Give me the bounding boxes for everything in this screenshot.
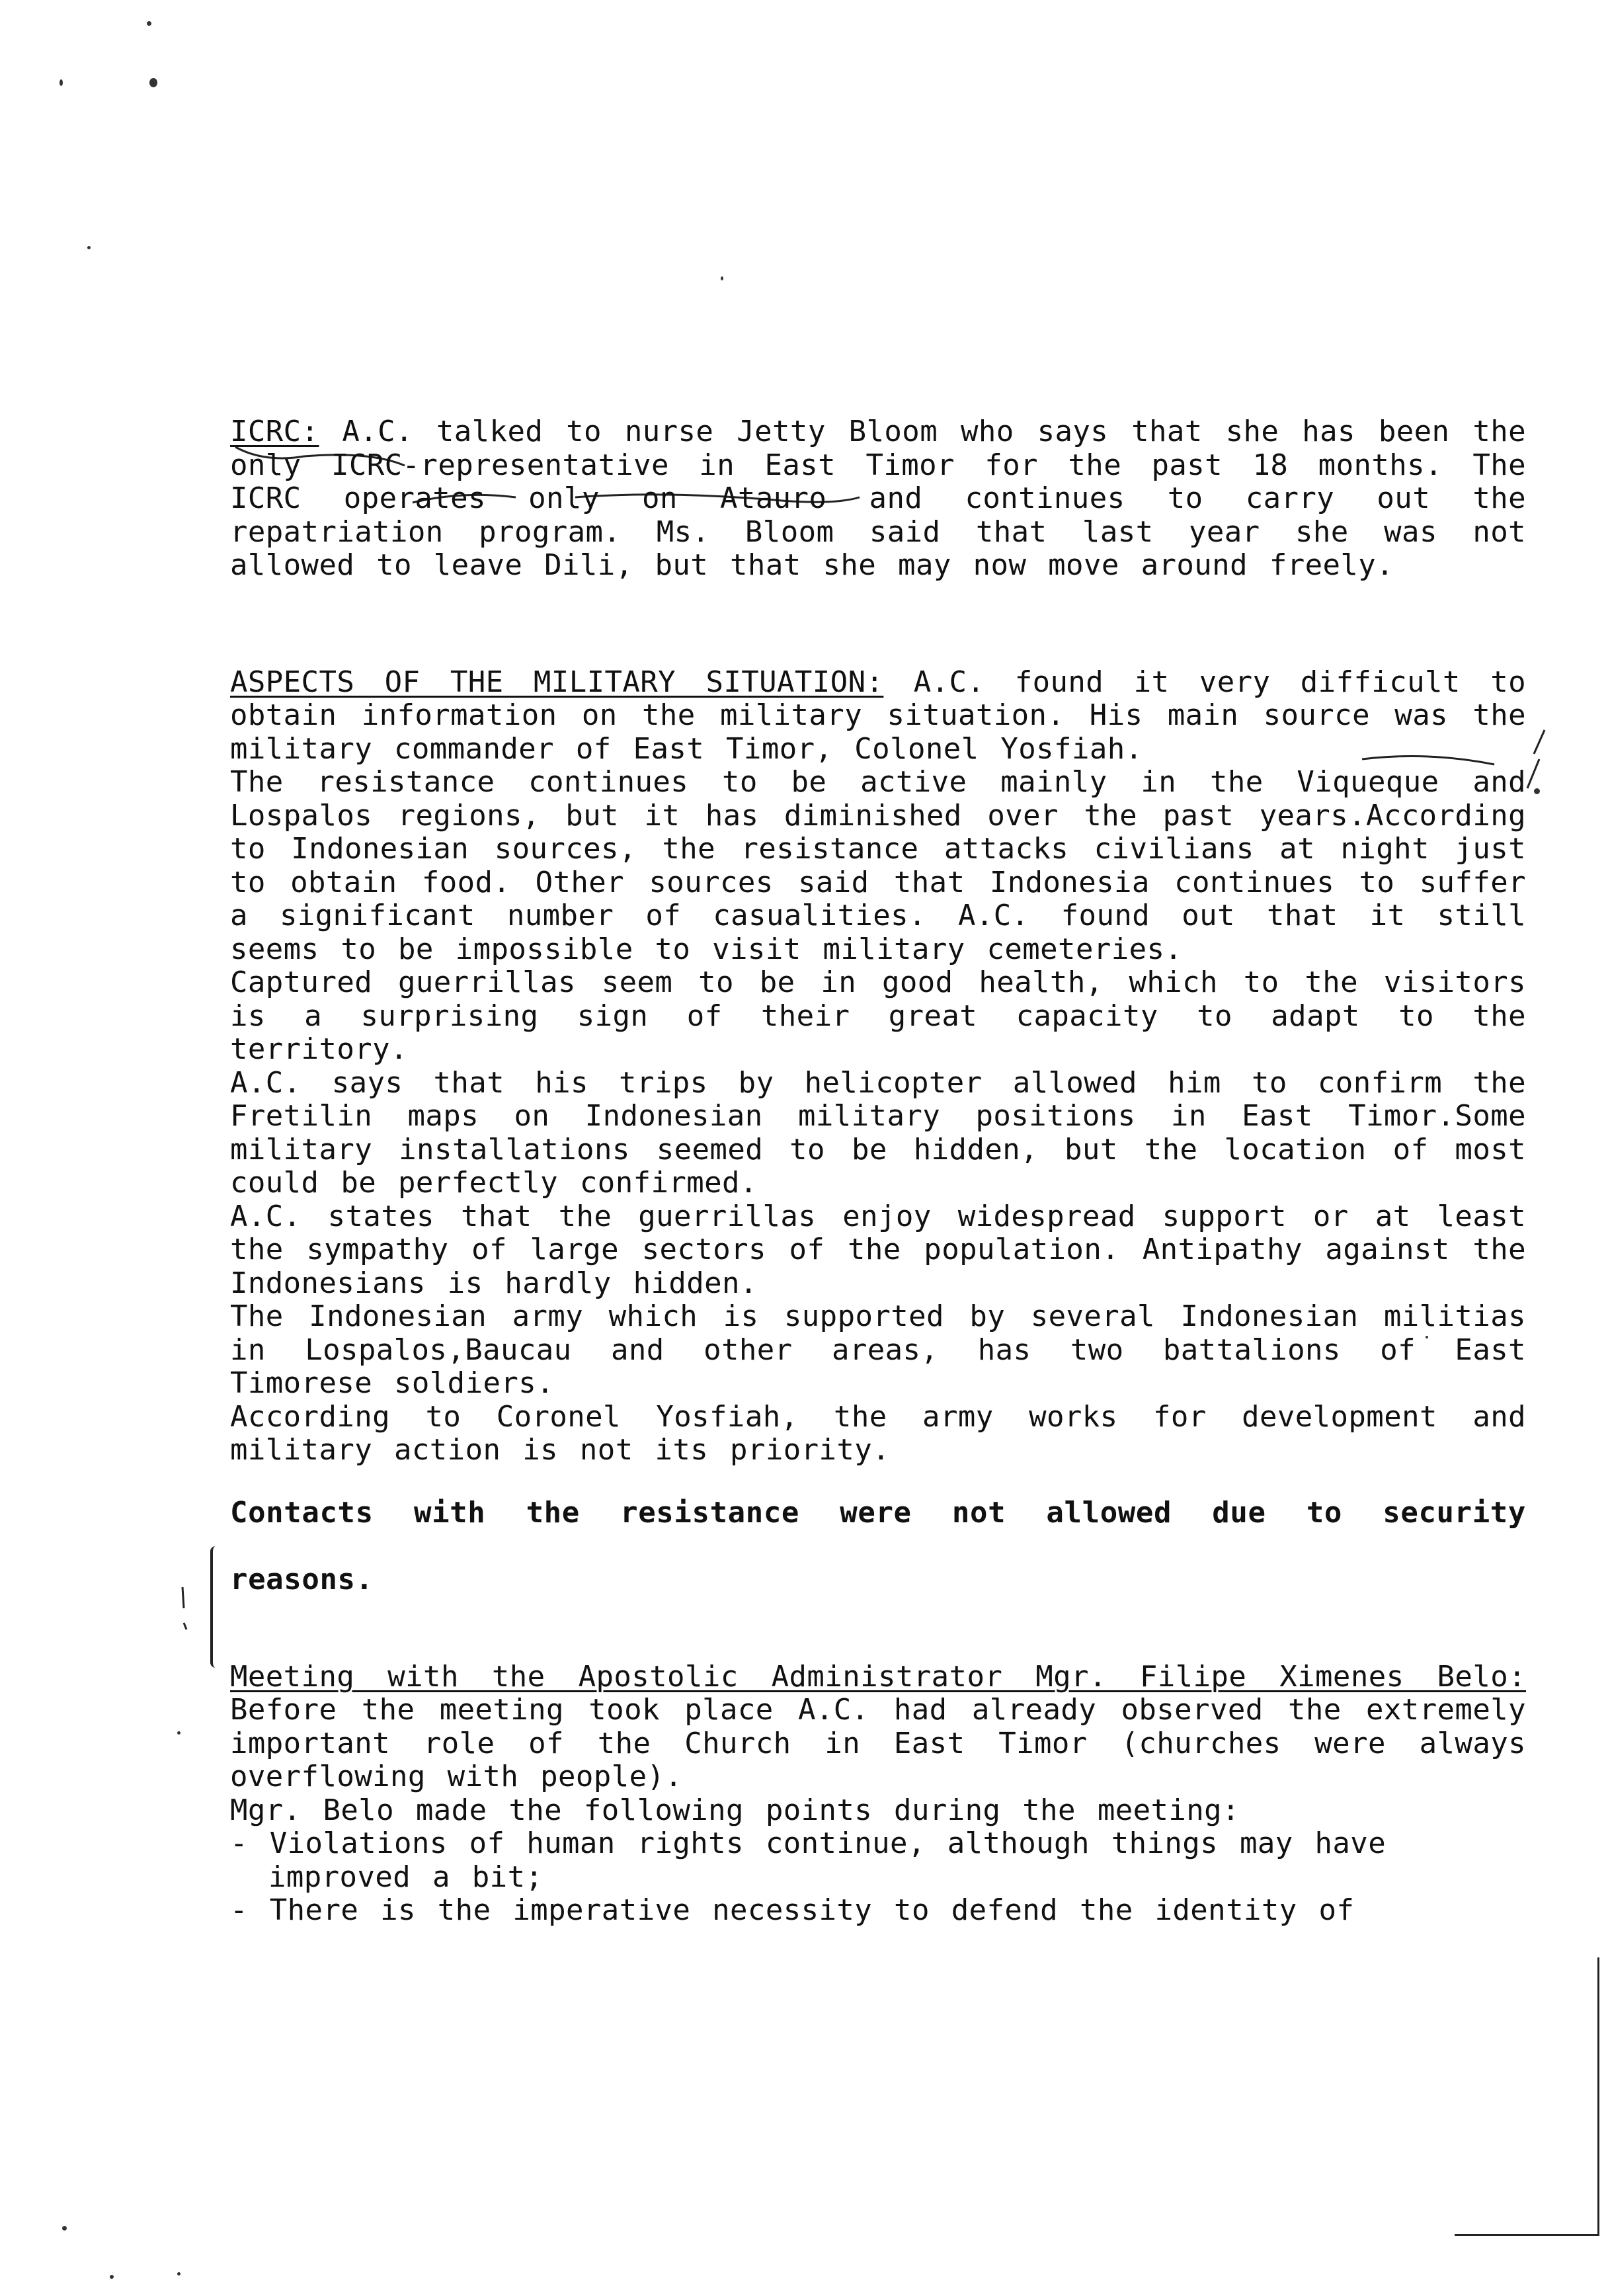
scan-speck	[177, 1731, 181, 1735]
scan-speck	[60, 79, 63, 86]
military-paragraph-4: A.C. states that the guerrillas enjoy widespread support or at least the sympathy of large sectors of the population. Antipathy against the Indonesians is hardly hidden.	[230, 1199, 1526, 1300]
scan-speck	[62, 2226, 67, 2231]
margin-bracket	[210, 1546, 220, 1668]
military-paragraph-5: The Indonesian army which is supported by several Indonesian militias in Lospalos,Baucau and other areas, has two battalions of East Timorese soldiers.	[230, 1299, 1526, 1400]
spacer	[230, 1467, 1526, 1479]
military-paragraph-1: The resistance continues to be active mainly in the Viqueque and Lospalos regions, but it has diminished over the past years.According to Indonesian sources, the resistance attacks civilians at night just to obtain food. Other sources said that Indonesia continues to suffer a significant number of casualities. A.C. found out that it still seems to be impossible to visit military cemeteries.	[230, 765, 1526, 966]
scan-speck	[177, 2272, 181, 2276]
meeting-bullet-1: - Violations of human rights continue, although things may have improved a bit;	[230, 1826, 1387, 1894]
military-heading: ASPECTS OF THE MILITARY SITUATION:	[230, 665, 884, 699]
military-paragraph-3: A.C. says that his trips by helicopter allowed him to confirm the Fretilin maps on Indonesian military positions in East Timor.Some military installations seemed to be hidden, but the location of most could be perfectly confirmed.	[230, 1065, 1526, 1200]
icrc-heading: ICRC:	[230, 415, 319, 448]
scan-edge	[1455, 2234, 1599, 2236]
scan-speck	[1534, 788, 1540, 794]
military-intro-text: A.C. found it very difficult to obtain information on the military situation. His main source was the military commander of East Timor, Colonel Yosfiah.	[230, 665, 1526, 766]
spacer	[230, 1613, 1526, 1660]
scan-edge	[1597, 1957, 1599, 2235]
meeting-bullet-2: - There is the imperative necessity to defend the identity of	[230, 1893, 1355, 1927]
icrc-text: A.C. talked to nurse Jetty Bloom who says that she has been the only ICRC-representative in East Timor for the past 18 months. The ICRC operates only on Atauro and continues to carry out the repatriation program. Ms. Bloom said that last year she was not allowed to leave Dili, but that she may now move around freely.	[230, 415, 1526, 582]
military-paragraph-2: Captured guerrillas seem to be in good health, which to the visitors is a surprising sign of their great capacity to adapt to the territory.	[230, 965, 1526, 1066]
document-body	[230, 415, 1526, 1928]
resistance-contacts-note: Contacts with the resistance were not allowed due to security reasons.	[230, 1495, 1526, 1596]
military-paragraph-6: According to Coronel Yosfiah, the army works for development and military action is not its priority.	[230, 1399, 1526, 1467]
military-intro-paragraph	[230, 666, 1526, 766]
spacer	[230, 583, 1526, 666]
scan-speck	[149, 78, 157, 87]
meeting-paragraph	[230, 1660, 1526, 1794]
icrc-paragraph	[230, 415, 1526, 583]
meeting-heading: Meeting with the Apostolic Administrator Mgr. Filipe Ximenes Belo:	[230, 1659, 1526, 1694]
meeting-text: Before the meeting took place A.C. had already observed the extremely important role of the Church in East Timor (churches were always overflowing with people).	[230, 1693, 1526, 1793]
scan-speck	[721, 276, 723, 280]
meeting-points-intro: Mgr. Belo made the following points during the meeting:	[230, 1793, 1240, 1827]
scan-speck	[147, 21, 151, 26]
scan-speck	[87, 246, 91, 249]
scan-speck	[110, 2275, 114, 2279]
